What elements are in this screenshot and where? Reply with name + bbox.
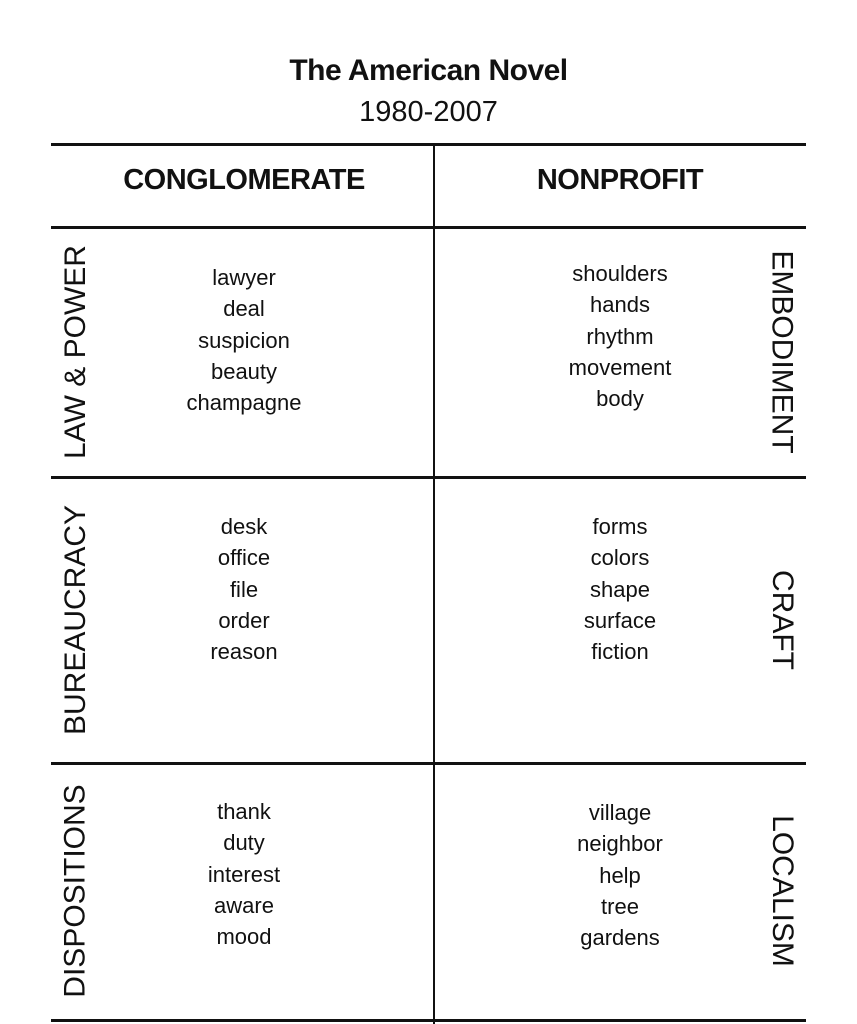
row-label-localism: [760, 768, 804, 1014]
row-2-rule: [51, 762, 806, 765]
row-label-bureaucracy-text: BUREAUCRACY: [59, 504, 93, 736]
row-label-dispositions: [54, 768, 98, 1014]
word-list-bureaucracy: desk office file order reason: [210, 514, 278, 665]
column-header-conglomerate: CONGLOMERATE: [123, 164, 365, 196]
row-label-craft: [760, 482, 804, 758]
row-label-embodiment: [760, 232, 804, 472]
row-label-localism-text: LOCALISM: [766, 815, 799, 967]
row-label-law-power-text: LAW & POWER: [59, 245, 93, 459]
row-label-embodiment-text: EMBODIMENT: [766, 250, 799, 454]
word-list-dispositions: thank duty interest aware mood: [207, 799, 281, 950]
word-list-craft: forms colors shape surface fiction: [583, 514, 657, 665]
word-list-localism: village neighbor help tree gardens: [577, 800, 663, 951]
row-1-rule: [51, 476, 806, 479]
row-label-craft-text: CRAFT: [766, 570, 799, 670]
column-header-nonprofit: NONPROFIT: [536, 164, 704, 196]
top-rule: [51, 143, 806, 146]
bottom-rule: [51, 1019, 806, 1022]
diagram-subtitle: 1980-2007: [359, 96, 498, 128]
row-label-dispositions-text: DISPOSITIONS: [59, 784, 92, 998]
header-rule: [51, 226, 806, 229]
row-label-bureaucracy: [54, 482, 98, 758]
word-list-embodiment: shoulders hands rhythm movement body: [568, 261, 672, 412]
word-list-law-power: lawyer deal suspicion beauty champagne: [186, 265, 302, 416]
diagram-title: The American Novel: [289, 54, 568, 87]
row-label-law-power: [54, 232, 98, 472]
column-divider: [433, 145, 435, 1024]
